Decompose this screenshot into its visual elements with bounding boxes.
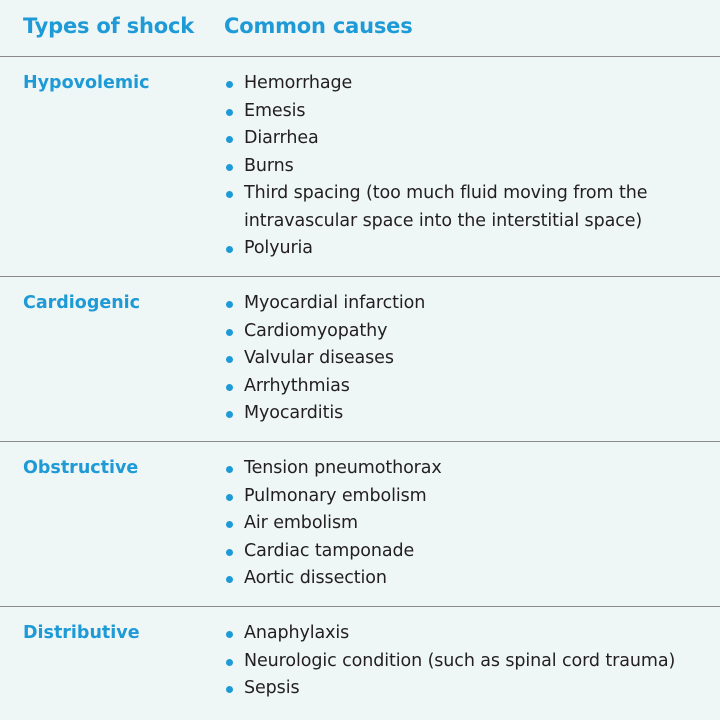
bullet-icon	[226, 494, 233, 501]
list-item: Hemorrhage	[226, 70, 716, 98]
bullet-icon	[226, 576, 233, 583]
causes-list	[226, 620, 716, 703]
list-item: Myocarditis	[226, 400, 716, 428]
list-item: Aortic dissection	[226, 565, 716, 593]
bullet-icon	[226, 246, 233, 253]
bullet-icon	[226, 521, 233, 528]
bullet-icon	[226, 164, 233, 171]
list-item: Emesis	[226, 98, 716, 126]
shock-type-label: Cardiogenic	[23, 293, 141, 313]
header-common-causes: Common causes	[224, 14, 413, 38]
causes-list	[226, 290, 716, 428]
bullet-icon	[226, 356, 233, 363]
header-divider	[0, 56, 720, 57]
list-item: Air embolism	[226, 510, 716, 538]
shock-type-label: Distributive	[23, 623, 140, 643]
bullet-icon	[226, 549, 233, 556]
shock-type-label: Obstructive	[23, 458, 139, 478]
list-item: Valvular diseases	[226, 345, 716, 373]
bullet-icon	[226, 81, 233, 88]
table-header	[0, 0, 720, 50]
list-item: Myocardial infarction	[226, 290, 716, 318]
bullet-icon	[226, 191, 233, 198]
bullet-icon	[226, 109, 233, 116]
causes-list	[226, 70, 716, 263]
bullet-icon	[226, 686, 233, 693]
list-item: Arrhythmias	[226, 373, 716, 401]
causes-list	[226, 455, 716, 593]
list-item: Cardiomyopathy	[226, 318, 716, 346]
list-item-continuation: intravascular space into the interstitial space)	[244, 210, 643, 231]
list-item: Tension pneumothorax	[226, 455, 716, 483]
row-divider	[0, 441, 720, 442]
list-item: Diarrhea	[226, 125, 716, 153]
bullet-icon	[226, 301, 233, 308]
bullet-icon	[226, 466, 233, 473]
list-item: Anaphylaxis	[226, 620, 716, 648]
list-item: Cardiac tamponade	[226, 538, 716, 566]
header-types-of-shock: Types of shock	[23, 14, 194, 38]
bullet-icon	[226, 659, 233, 666]
bullet-icon	[226, 631, 233, 638]
list-item: Third spacing (too much fluid moving from the	[226, 180, 716, 208]
shock-type-label: Hypovolemic	[23, 73, 150, 93]
list-item: Neurologic condition (such as spinal cord trauma)	[226, 648, 716, 676]
bullet-icon	[226, 411, 233, 418]
list-item: Sepsis	[226, 675, 716, 703]
bullet-icon	[226, 136, 233, 143]
list-item: Burns	[226, 153, 716, 181]
row-divider	[0, 276, 720, 277]
list-item: Pulmonary embolism	[226, 483, 716, 511]
list-item: Polyuria	[226, 235, 716, 263]
row-divider	[0, 606, 720, 607]
bullet-icon	[226, 329, 233, 336]
bullet-icon	[226, 384, 233, 391]
